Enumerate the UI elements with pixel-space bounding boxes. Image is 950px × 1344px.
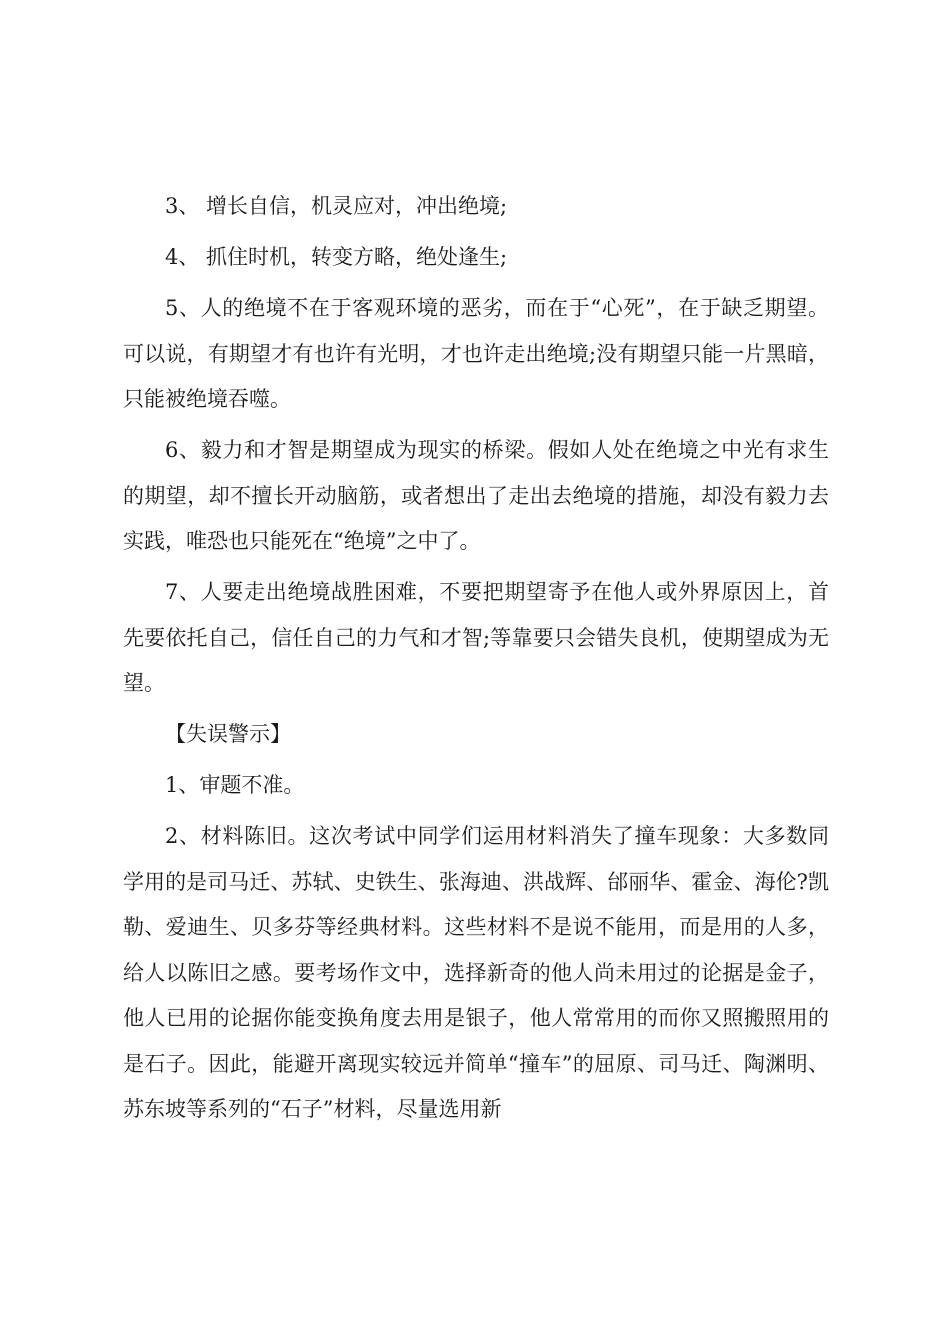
paragraph-warning-2: 2、材料陈旧。这次考试中同学们运用材料消失了撞车现象：大多数同学用的是司马迁、苏轼、史铁生、张海迪、洪战辉、邰丽华、霍金、海伦?凯勒、爱迪生、贝多芬等经典材料。这些材料不是说不能用，而是用的人多，给人以陈旧之感。要考场作文中，选择新奇的他人尚未用过的论据是金子，他人已用的论据你能变换角度去用是银子，他人常常用的而你又照搬照用的是石子。因此，能避开离现实较远并简单“撞车”的屈原、司马迁、陶渊明、苏东坡等系列的“石子”材料，尽量选用新 (123, 824, 829, 1121)
paragraph-point-3: 3、 增长自信，机灵应对，冲出绝境; (165, 194, 508, 218)
document-body (123, 184, 829, 1138)
paragraph-warning-1: 1、审题不准。 (165, 773, 305, 797)
paragraph-point-4: 4、 抓住时机，转变方略，绝处逢生; (165, 245, 508, 269)
paragraph-point-5: 5、人的绝境不在于客观环境的恶劣，而在于“心死”，在于缺乏期望。可以说，有期望才有也许有光明，才也许走出绝境;没有期望只能一片黑暗，只能被绝境吞噬。 (123, 296, 829, 411)
paragraph-point-7: 7、人要走出绝境战胜困难，不要把期望寄予在他人或外界原因上，首先要依托自己，信任自己的力气和才智;等靠要只会错失良机，使期望成为无望。 (123, 580, 829, 695)
section-heading-error-warning: 【失误警示】 (165, 722, 291, 746)
paragraph-point-6: 6、毅力和才智是期望成为现实的桥梁。假如人处在绝境之中光有求生的期望，却不擅长开动脑筋，或者想出了走出去绝境的措施，却没有毅力去实践，唯恐也只能死在“绝境”之中了。 (123, 438, 829, 553)
